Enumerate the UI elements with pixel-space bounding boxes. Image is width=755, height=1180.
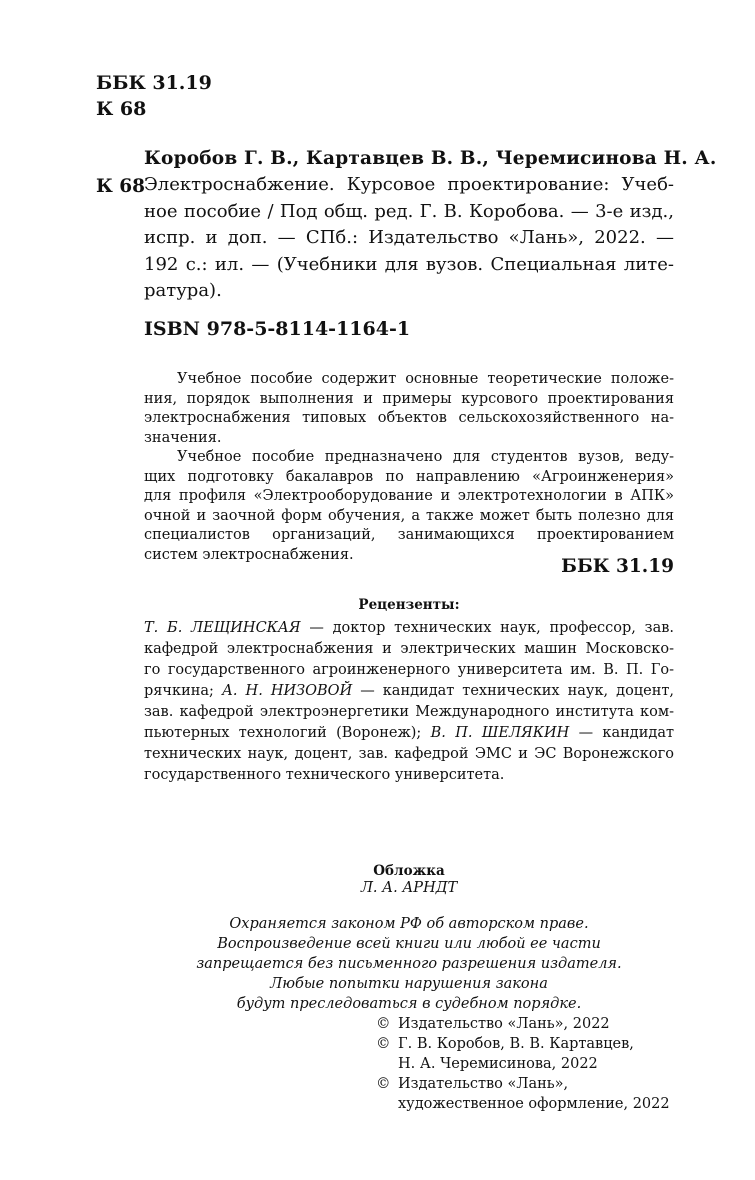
description-line: Электроснабжение. Курсовое проектирование: Учеб- xyxy=(144,174,674,195)
reviewer-line: кафедрой электроснабжения и электрических машин Московско- xyxy=(144,641,674,657)
authors-line: Коробов Г. В., Картавцев В. В., Черемисинова Н. А. xyxy=(144,148,717,169)
copyright-symbol: © xyxy=(376,1016,391,1032)
annotation-line: ния, порядок выполнения и примеры курсового проектирования xyxy=(144,390,674,407)
annotation-line: для профиля «Электрооборудование и электротехнологии в АПК» xyxy=(144,488,674,505)
annotation-line: очной и заочной форм обучения, а также может быть полезно для xyxy=(144,507,674,524)
reviewer-line: Т. Б. ЛЕЩИНСКАЯ — доктор технических наук, профессор, зав. xyxy=(144,620,674,636)
reviewer-name: Т. Б. ЛЕЩИНСКАЯ xyxy=(144,620,301,636)
bibliographic-description xyxy=(144,172,674,305)
description-line: ратура). xyxy=(144,280,222,301)
reviewer-name: А. Н. НИЗОВОЙ xyxy=(221,683,353,699)
isbn: ISBN 978-5-8114-1164-1 xyxy=(144,318,411,340)
reviewers-list xyxy=(144,618,674,786)
annotation-line: электроснабжения типовых объектов сельскохозяйственного на- xyxy=(144,410,674,427)
reviewer-line: государственного технического университета. xyxy=(144,767,505,783)
reviewer-line: зав. кафедрой электроэнергетики Международного института ком- xyxy=(144,704,674,720)
cover-designer: Л. А. АРНДТ xyxy=(360,880,458,896)
copyright-symbol: © xyxy=(376,1076,391,1092)
description-line: испр. и доп. — СПб.: Издательство «Лань», 2022. — xyxy=(144,227,674,248)
reviewer-name: В. П. ШЕЛЯКИН xyxy=(430,725,570,741)
description-line: ное пособие / Под общ. ред. Г. В. Коробова. — 3-е изд., xyxy=(144,200,674,222)
rights-item: © Издательство «Лань», 2022 xyxy=(376,1016,610,1032)
rights-block xyxy=(376,1014,670,1114)
description-line: 192 с.: ил. — (Учебники для вузов. Специальная лите- xyxy=(144,253,674,275)
annotation-line: значения. xyxy=(144,429,222,446)
annotation-line: систем электроснабжения. xyxy=(144,546,354,563)
copyright-symbol: © xyxy=(376,1036,391,1052)
rights-item: © Издательство «Лань», xyxy=(376,1076,569,1092)
copyright-notice xyxy=(144,914,674,1014)
reviewer-line: пьютерных технологий (Воронеж); В. П. ШЕЛЯКИН — кандидат xyxy=(144,725,674,741)
reviewer-line: го государственного агроинженерного университета им. В. П. Го- xyxy=(144,662,674,678)
annotation-line: Учебное пособие содержит основные теоретические положе- xyxy=(177,371,674,387)
reviewer-line: технических наук, доцент, зав. кафедрой ЭМС и ЭС Воронежского xyxy=(144,746,674,762)
rights-item-continued: художественное оформление, 2022 xyxy=(398,1096,670,1112)
annotation-line: Учебное пособие предназначено для студентов вузов, веду- xyxy=(177,449,674,465)
annotation-line: щих подготовку бакалавров по направлению «Агроинженерия» xyxy=(144,468,674,485)
annotation-line: специалистов организаций, занимающихся проектированием xyxy=(144,527,674,544)
annotation-paragraph-2 xyxy=(144,448,674,566)
reviewer-line: рячкина; А. Н. НИЗОВОЙ — кандидат технических наук, доцент, xyxy=(144,683,674,699)
rights-item-continued: Н. А. Черемисинова, 2022 xyxy=(398,1056,598,1072)
copyright-line: Любые попытки нарушения закона xyxy=(270,976,548,992)
author-sign-entry: К 68 xyxy=(96,176,146,197)
author-sign-top: К 68 xyxy=(96,98,147,120)
bbk-code-top: ББК 31.19 xyxy=(96,72,212,94)
copyright-line: будут преследоваться в судебном порядке. xyxy=(236,996,582,1012)
bbk-top-block xyxy=(96,70,212,122)
cover-title: Обложка xyxy=(373,863,445,879)
copyright-line: Охраняется законом РФ об авторском праве. xyxy=(229,916,589,932)
reviewers-title: Рецензенты: xyxy=(358,597,460,613)
annotation-paragraph-1 xyxy=(144,370,674,448)
copyright-line: Воспроизведение всей книги или любой ее части xyxy=(217,936,601,952)
bbk-code-bottom: ББК 31.19 xyxy=(561,556,674,577)
rights-item: © Г. В. Коробов, В. В. Картавцев, xyxy=(376,1036,634,1052)
copyright-line: запрещается без письменного разрешения издателя. xyxy=(196,956,622,972)
